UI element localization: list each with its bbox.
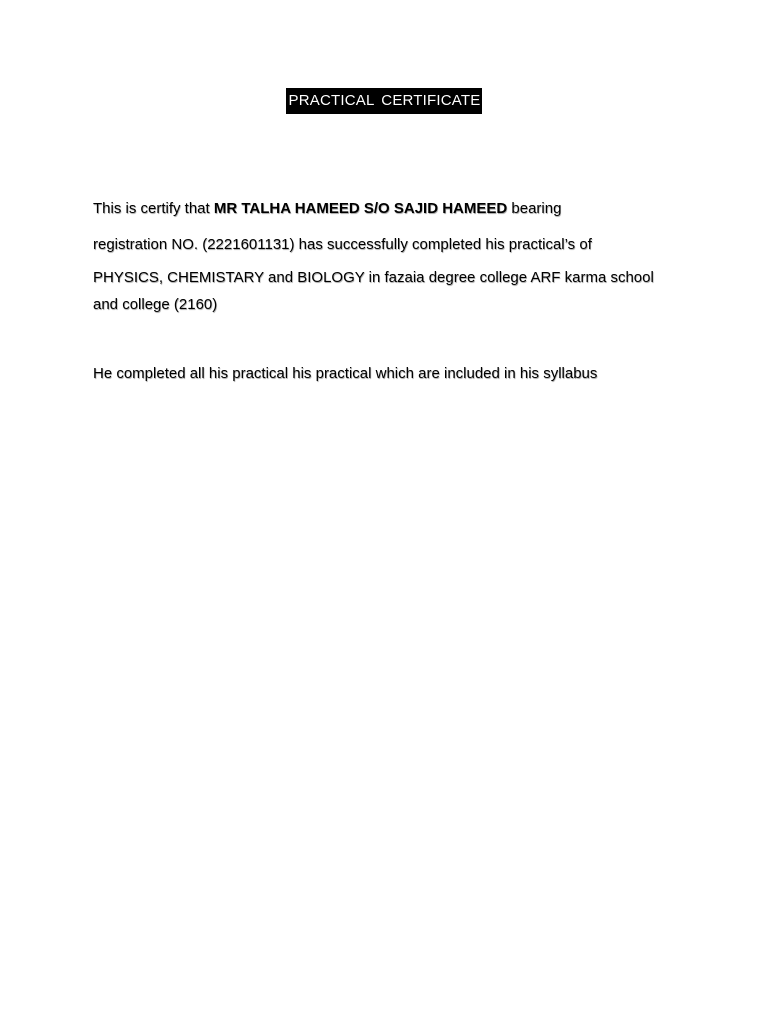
paragraph1-line4: and college (2160) [93,296,218,313]
paragraph1-line2: registration NO. (2221601131) has successfully completed his practical’s of [93,236,592,253]
certificate-title: PRACTICAL CERTIFICATE [286,88,483,114]
certificate-body [93,0,693,1024]
student-name: MR TALHA HAMEED S/O SAJID HAMEED [213,200,508,217]
paragraph1-line3: PHYSICS, CHEMISTARY and BIOLOGY in fazaia degree college ARF karma school [93,269,654,286]
paragraph1-line1 [93,200,561,217]
line1-prefix: This is certify that [93,200,214,217]
paragraph2: He completed all his practical his practical which are included in his syllabus [93,365,598,382]
line1-suffix: bearing [507,200,562,217]
